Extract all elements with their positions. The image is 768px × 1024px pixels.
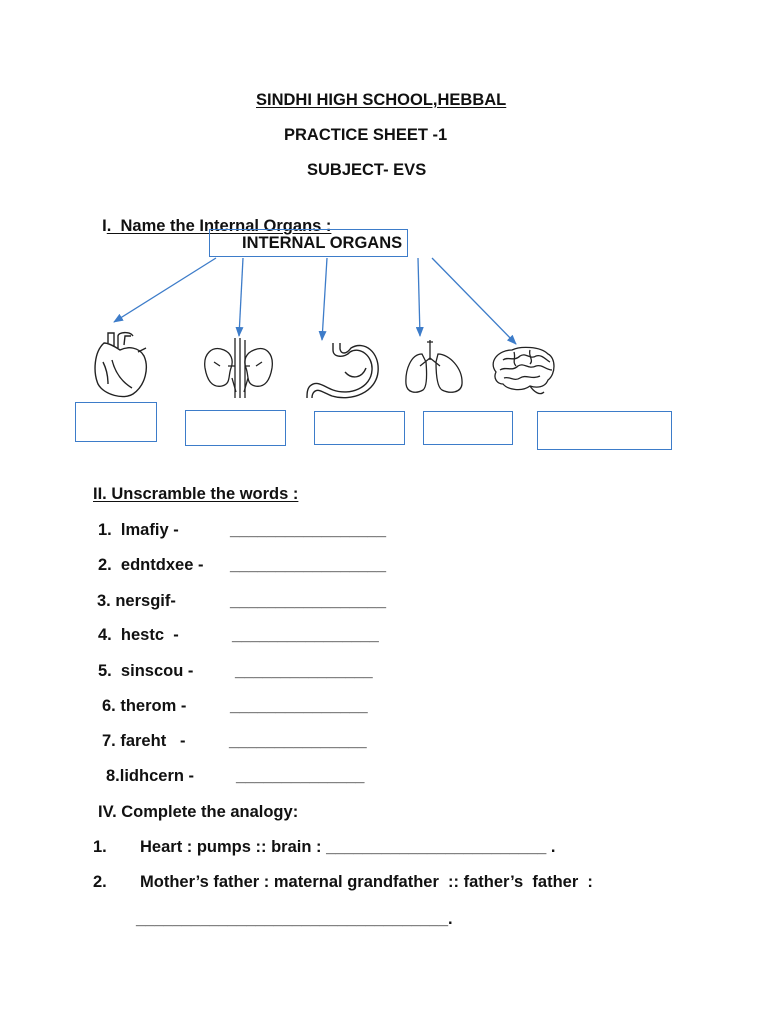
- unscramble-item-2-label: 2. edntdxee -: [98, 556, 204, 574]
- subject-title: SUBJECT- EVS: [307, 161, 427, 179]
- answer-box-kidneys[interactable]: [185, 410, 286, 446]
- section1-title: . Name the Internal Organs :: [106, 217, 332, 235]
- section1-numeral: I: [102, 217, 107, 235]
- unscramble-item-6-label: 6. therom -: [102, 697, 187, 715]
- unscramble-item-2-blank[interactable]: _________________: [230, 556, 387, 574]
- arrow-lungs: [418, 258, 420, 336]
- arrow-kidneys: [239, 258, 243, 336]
- sheet-title: PRACTICE SHEET -1: [284, 126, 448, 144]
- organs-diagram: [0, 0, 768, 470]
- unscramble-item-8-blank[interactable]: ______________: [236, 767, 365, 785]
- answer-box-brain[interactable]: [537, 411, 672, 450]
- stomach-icon: [307, 343, 378, 398]
- arrow-stomach: [322, 258, 327, 340]
- arrows: [114, 258, 516, 344]
- analogy-2-blank[interactable]: __________________________________.: [136, 910, 453, 928]
- arrow-heart: [114, 258, 216, 322]
- answer-box-lungs[interactable]: [423, 411, 513, 445]
- answer-box-stomach[interactable]: [314, 411, 405, 445]
- unscramble-item-4-label: 4. hestc -: [98, 626, 179, 644]
- unscramble-item-5-label: 5. sinscou -: [98, 662, 194, 680]
- unscramble-item-1-blank[interactable]: _________________: [230, 521, 387, 539]
- unscramble-item-3-blank[interactable]: _________________: [230, 592, 387, 610]
- unscramble-item-7-label: 7. fareht -: [102, 732, 186, 750]
- section3-title: IV. Complete the analogy:: [98, 803, 299, 821]
- internal-organs-label: INTERNAL ORGANS: [242, 233, 403, 252]
- unscramble-item-1-label: 1. lmafiy -: [98, 521, 179, 539]
- unscramble-item-5-blank[interactable]: _______________: [235, 662, 373, 680]
- unscramble-item-4-blank[interactable]: ________________: [232, 626, 379, 644]
- analogy-2-num: 2.: [93, 873, 107, 891]
- arrow-brain: [432, 258, 516, 344]
- heart-icon: [95, 333, 146, 397]
- analogy-1-num: 1.: [93, 838, 107, 856]
- kidneys-icon: [205, 338, 273, 398]
- school-name: SINDHI HIGH SCHOOL,HEBBAL: [256, 91, 507, 109]
- section2-title: II. Unscramble the words :: [93, 485, 299, 503]
- brain-icon: [493, 347, 554, 393]
- answer-box-heart[interactable]: [75, 402, 157, 442]
- unscramble-item-3-label: 3. nersgif-: [97, 592, 176, 610]
- unscramble-item-8-label: 8.lidhcern -: [106, 767, 195, 785]
- unscramble-item-6-blank[interactable]: _______________: [230, 697, 368, 715]
- unscramble-item-7-blank[interactable]: _______________: [229, 732, 367, 750]
- analogy-1-text[interactable]: Heart : pumps :: brain : ________________________ .: [140, 838, 556, 856]
- lungs-icon: [406, 340, 462, 392]
- analogy-2-text: Mother’s father : maternal grandfather :: father’s father :: [140, 873, 593, 891]
